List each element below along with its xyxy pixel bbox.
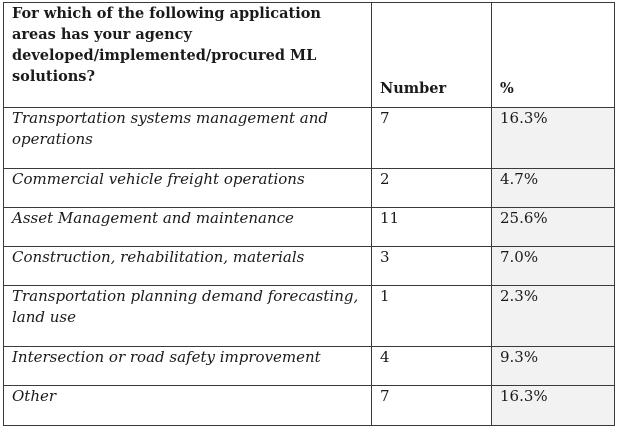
number-cell: 7 xyxy=(372,108,492,169)
category-cell: Other xyxy=(4,386,372,426)
number-cell: 2 xyxy=(372,169,492,208)
survey-results-table xyxy=(3,2,615,426)
table-row xyxy=(4,286,615,347)
percent-cell: 25.6% xyxy=(492,208,615,247)
table-row xyxy=(4,208,615,247)
number-cell: 11 xyxy=(372,208,492,247)
category-cell: Commercial vehicle freight operations xyxy=(4,169,372,208)
percent-cell: 16.3% xyxy=(492,108,615,169)
table-header xyxy=(4,3,615,108)
number-cell: 4 xyxy=(372,347,492,386)
header-row xyxy=(4,3,615,108)
category-cell: Asset Management and maintenance xyxy=(4,208,372,247)
number-cell: 3 xyxy=(372,247,492,286)
percent-column-header: % xyxy=(492,3,615,108)
table-row xyxy=(4,247,615,286)
category-cell: Construction, rehabilitation, materials xyxy=(4,247,372,286)
table-row xyxy=(4,169,615,208)
category-cell: Transportation systems management and operations xyxy=(4,108,372,169)
table-body xyxy=(4,108,615,426)
number-cell: 7 xyxy=(372,386,492,426)
number-column-header: Number xyxy=(372,3,492,108)
percent-cell: 9.3% xyxy=(492,347,615,386)
category-cell: Intersection or road safety improvement xyxy=(4,347,372,386)
question-header: For which of the following application areas has your agency developed/implemented/procured ML solutions? xyxy=(4,3,372,108)
percent-cell: 7.0% xyxy=(492,247,615,286)
table-row xyxy=(4,108,615,169)
percent-cell: 16.3% xyxy=(492,386,615,426)
percent-cell: 2.3% xyxy=(492,286,615,347)
category-cell: Transportation planning demand forecasting, land use xyxy=(4,286,372,347)
number-cell: 1 xyxy=(372,286,492,347)
percent-cell: 4.7% xyxy=(492,169,615,208)
table-row xyxy=(4,386,615,426)
table-row xyxy=(4,347,615,386)
